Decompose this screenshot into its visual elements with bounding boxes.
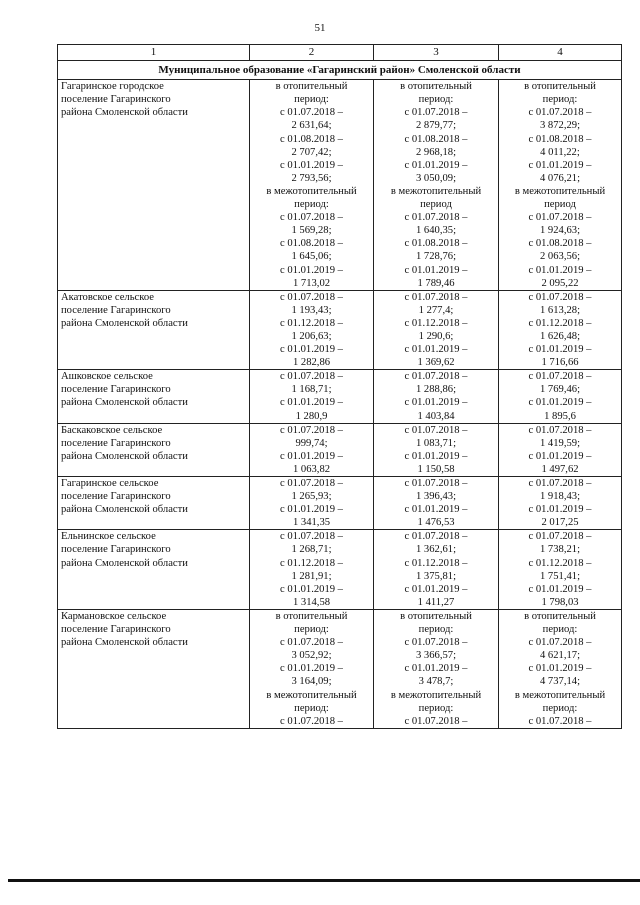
tariff-line: с 01.07.2018 – <box>528 478 592 489</box>
tariff-cell-col3 <box>374 477 499 530</box>
settlement-name-cell <box>58 609 250 728</box>
settlement-row <box>58 530 622 610</box>
tariff-line: 1 375,81; <box>415 570 457 582</box>
section-title: Муниципальное образование «Гагаринский район» Смоленской области <box>58 61 622 80</box>
tariff-line: с 01.08.2018 – <box>280 238 343 250</box>
tariff-line: период: <box>294 94 329 106</box>
tariff-line: 1 613,28; <box>539 304 581 316</box>
column-number-2: 2 <box>250 45 374 61</box>
tariff-line: 1 713,02 <box>292 277 331 289</box>
tariff-line: с 01.07.2018 – <box>528 715 592 727</box>
tariff-line: 1 497,62 <box>541 463 579 475</box>
tariff-line: с 01.01.2019 – <box>280 344 343 356</box>
tariff-line: в межотопительный <box>514 689 606 701</box>
tariff-line: в отопительный <box>524 81 596 93</box>
settlement-name-line: района Смоленской области <box>61 637 188 649</box>
tariff-cell-col2 <box>250 80 374 291</box>
tariff-cell-col2 <box>250 290 374 370</box>
tariff-line: с 01.01.2019 – <box>280 159 343 171</box>
tariff-line: с 01.07.2018 – <box>404 212 468 224</box>
tariff-line: период <box>544 199 576 211</box>
tariff-line: 1 277,4; <box>418 304 454 316</box>
settlement-name-line: Гагаринское сельское <box>61 478 159 489</box>
tariff-line: 1 206,63; <box>291 330 332 342</box>
tariff-line: 4 621,17; <box>539 650 581 662</box>
tariff-line: с 01.08.2018 – <box>528 238 592 250</box>
tariff-line: 2 968,18; <box>415 146 457 158</box>
tariff-line: с 01.07.2018 – <box>404 531 468 543</box>
settlement-name-cell <box>58 423 250 476</box>
settlement-name-line: Ашковское сельское <box>61 371 153 383</box>
tariff-line: 1 411,27 <box>417 596 455 608</box>
settlement-name-line: Кармановское сельское <box>61 610 167 622</box>
tariff-line: в отопительный <box>275 610 348 622</box>
tariff-cell-col2 <box>250 609 374 728</box>
tariff-line: с 01.07.2018 – <box>280 371 343 383</box>
tariff-line: 1 645,06; <box>291 251 332 263</box>
tariff-cell-col4 <box>499 477 622 530</box>
tariff-line: 1 168,71; <box>291 384 332 396</box>
tariff-line: с 01.07.2018 – <box>528 107 592 119</box>
tariff-line: в отопительный <box>400 81 472 93</box>
tariff-line: 4 737,14; <box>539 676 581 688</box>
tariff-line: с 01.07.2018 – <box>404 371 468 383</box>
column-number-row <box>58 45 622 61</box>
tariff-line: с 01.01.2019 – <box>528 583 592 595</box>
tariff-line: 2 095,22 <box>541 277 579 289</box>
bottom-rule <box>8 879 640 882</box>
tariff-line: 2 879,77; <box>415 120 457 132</box>
tariff-cell-col2 <box>250 477 374 530</box>
settlement-name-line: поселение Гагаринского <box>61 94 171 106</box>
tariff-line: 1 716,66 <box>541 357 579 369</box>
tariff-line: 1 290,6; <box>418 330 454 342</box>
column-number-4: 4 <box>499 45 622 61</box>
tariff-line: с 01.01.2019 – <box>404 159 468 171</box>
tariff-line: в отопительный <box>400 610 472 622</box>
tariff-line: с 01.12.2018 – <box>280 557 343 569</box>
settlement-name-cell <box>58 530 250 610</box>
settlement-name-line: Гагаринское городское <box>61 81 164 93</box>
tariff-cell-col2 <box>250 530 374 610</box>
settlement-name-line: поселение Гагаринского <box>61 437 171 449</box>
settlement-name-line: района Смоленской области <box>61 107 188 119</box>
tariff-line: 2 063,56; <box>539 251 581 263</box>
tariff-line: 1 640,35; <box>415 225 457 237</box>
tariff-line: с 01.07.2018 – <box>404 107 468 119</box>
tariff-line: с 01.07.2018 – <box>280 212 343 224</box>
tariff-line: 2 017,25 <box>541 517 579 529</box>
tariff-line: с 01.01.2019 – <box>280 663 343 675</box>
tariff-line: 1 798,03 <box>541 596 579 608</box>
tariff-line: с 01.01.2019 – <box>528 344 592 356</box>
tariff-line: с 01.01.2019 – <box>528 663 592 675</box>
tariff-line: период: <box>294 199 329 211</box>
tariff-line: 1 193,43; <box>291 304 332 316</box>
tariff-line: в межотопительный <box>514 185 606 197</box>
tariff-line: с 01.07.2018 – <box>528 212 592 224</box>
tariff-line: с 01.07.2018 – <box>528 291 592 303</box>
tariff-line: 1 419,59; <box>539 437 581 449</box>
tariff-line: с 01.01.2019 – <box>528 504 592 516</box>
tariff-line: период: <box>294 624 329 636</box>
tariff-line: 1 569,28; <box>291 225 332 237</box>
tariff-line: 1 265,93; <box>291 491 332 503</box>
tariff-line: с 01.01.2019 – <box>404 264 468 276</box>
settlement-row <box>58 477 622 530</box>
tariff-line: в межотопительный <box>390 185 482 197</box>
tariff-line: 1 769,46; <box>539 384 581 396</box>
tariff-line: в отопительный <box>275 81 348 93</box>
tariff-cell-col3 <box>374 80 499 291</box>
tariff-line: период: <box>542 624 578 636</box>
tariff-line: 2 793,56; <box>291 172 332 184</box>
tariff-line: с 01.07.2018 – <box>280 478 343 489</box>
settlement-row <box>58 423 622 476</box>
tariff-line: с 01.07.2018 – <box>280 291 343 303</box>
column-number-3: 3 <box>374 45 499 61</box>
tariff-cell-col4 <box>499 530 622 610</box>
tariff-line: с 01.07.2018 – <box>404 715 468 727</box>
settlement-name-line: Баскаковское сельское <box>61 424 163 436</box>
tariff-line: с 01.08.2018 – <box>280 133 343 145</box>
settlement-name-cell <box>58 477 250 530</box>
settlement-name-cell <box>58 80 250 291</box>
tariff-line: 3 052,92; <box>291 650 332 662</box>
tariff-line: 1 362,61; <box>415 544 457 556</box>
tariff-line: 2 707,42; <box>291 146 332 158</box>
tariff-line: 1 281,91; <box>291 570 332 582</box>
tariff-line: с 01.12.2018 – <box>528 317 592 329</box>
tariff-line: с 01.07.2018 – <box>280 531 343 543</box>
tariff-cell-col3 <box>374 530 499 610</box>
tariff-line: 1 083,71; <box>415 437 457 449</box>
tariff-table <box>57 44 622 729</box>
tariff-cell-col4 <box>499 609 622 728</box>
tariff-line: с 01.01.2019 – <box>528 159 592 171</box>
tariff-line: период: <box>542 94 578 106</box>
tariff-cell-col3 <box>374 290 499 370</box>
tariff-cell-col2 <box>250 423 374 476</box>
tariff-line: 1 268,71; <box>291 544 332 556</box>
settlement-name-line: поселение Гагаринского <box>61 491 171 503</box>
tariff-line: 1 288,86; <box>415 384 457 396</box>
tariff-line: 4 076,21; <box>539 172 581 184</box>
tariff-line: с 01.01.2019 – <box>404 663 468 675</box>
tariff-line: с 01.07.2018 – <box>404 478 468 489</box>
tariff-line: с 01.01.2019 – <box>280 264 343 276</box>
settlement-name-cell <box>58 370 250 423</box>
tariff-line: с 01.01.2019 – <box>280 397 343 409</box>
tariff-line: с 01.01.2019 – <box>528 264 592 276</box>
tariff-line: с 01.07.2018 – <box>404 637 468 649</box>
tariff-line: с 01.07.2018 – <box>528 531 592 543</box>
page-number: 51 <box>314 22 326 34</box>
settlement-name-line: Акатовское сельское <box>61 291 154 303</box>
settlement-name-line: района Смоленской области <box>61 450 188 462</box>
tariff-line: с 01.08.2018 – <box>528 133 592 145</box>
tariff-line: с 01.12.2018 – <box>404 317 468 329</box>
tariff-line: 1 751,41; <box>539 570 581 582</box>
tariff-line: 1 895,6 <box>544 410 576 422</box>
tariff-line: с 01.01.2019 – <box>280 450 343 462</box>
settlement-name-line: района Смоленской области <box>61 317 188 329</box>
column-number-1: 1 <box>58 45 250 61</box>
tariff-line: период: <box>294 702 329 714</box>
tariff-line: 3 164,09; <box>291 676 332 688</box>
tariff-line: 3 366,57; <box>415 650 457 662</box>
tariff-line: 1 403,84 <box>417 410 455 422</box>
tariff-line: с 01.07.2018 – <box>528 424 592 436</box>
tariff-line: 1 738,21; <box>539 544 581 556</box>
tariff-cell-col4 <box>499 290 622 370</box>
settlement-name-line: района Смоленской области <box>61 557 188 569</box>
settlement-name-cell <box>58 290 250 370</box>
tariff-line: 1 282,86 <box>292 357 331 369</box>
tariff-line: 3 050,09; <box>415 172 457 184</box>
tariff-line: с 01.07.2018 – <box>280 424 343 436</box>
tariff-line: в межотопительный <box>390 689 482 701</box>
tariff-line: с 01.08.2018 – <box>404 133 468 145</box>
tariff-line: с 01.07.2018 – <box>528 371 592 383</box>
tariff-line: 1 396,43; <box>415 491 457 503</box>
tariff-line: 999,74; <box>295 437 328 449</box>
tariff-line: с 01.12.2018 – <box>280 317 343 329</box>
tariff-cell-col4 <box>499 80 622 291</box>
tariff-line: период: <box>418 702 454 714</box>
tariff-line: с 01.07.2018 – <box>528 637 592 649</box>
tariff-line: 1 341,35 <box>292 517 331 529</box>
tariff-line: 1 369,62 <box>417 357 455 369</box>
tariff-line: 1 063,82 <box>292 463 331 475</box>
settlement-row <box>58 370 622 423</box>
tariff-line: с 01.01.2019 – <box>404 504 468 516</box>
tariff-line: с 01.01.2019 – <box>404 344 468 356</box>
settlement-row <box>58 290 622 370</box>
settlement-name-line: поселение Гагаринского <box>61 384 171 396</box>
tariff-line: 1 280,9 <box>295 410 328 422</box>
tariff-line: с 01.12.2018 – <box>404 557 468 569</box>
tariff-line: с 01.01.2019 – <box>280 583 343 595</box>
tariff-line: с 01.07.2018 – <box>280 637 343 649</box>
tariff-line: 1 728,76; <box>415 251 457 263</box>
tariff-line: с 01.07.2018 – <box>404 424 468 436</box>
settlement-name-line: поселение Гагаринского <box>61 624 171 636</box>
tariff-cell-col3 <box>374 423 499 476</box>
tariff-line: с 01.01.2019 – <box>528 450 592 462</box>
tariff-line: 1 626,48; <box>539 330 581 342</box>
tariff-line: 1 918,43; <box>539 491 581 503</box>
tariff-line: период: <box>418 624 454 636</box>
tariff-line: 3 872,29; <box>539 120 581 132</box>
tariff-line: 1 150,58 <box>417 463 455 475</box>
tariff-line: период: <box>418 94 454 106</box>
section-row <box>58 61 622 80</box>
tariff-line: с 01.12.2018 – <box>528 557 592 569</box>
tariff-line: с 01.07.2018 – <box>280 715 343 727</box>
tariff-line: с 01.01.2019 – <box>280 504 343 516</box>
settlement-name-line: Ельнинское сельское <box>61 531 156 543</box>
tariff-line: 1 924,63; <box>539 225 581 237</box>
tariff-cell-col4 <box>499 423 622 476</box>
tariff-line: 1 476,53 <box>417 517 455 529</box>
settlement-row <box>58 80 622 291</box>
tariff-cell-col3 <box>374 609 499 728</box>
tariff-line: 4 011,22; <box>540 146 580 158</box>
tariff-line: с 01.08.2018 – <box>404 238 468 250</box>
tariff-line: в межотопительный <box>266 689 357 701</box>
tariff-line: период <box>420 199 452 211</box>
settlement-name-line: поселение Гагаринского <box>61 544 171 556</box>
tariff-line: с 01.01.2019 – <box>404 450 468 462</box>
settlement-row <box>58 609 622 728</box>
tariff-line: с 01.07.2018 – <box>404 291 468 303</box>
tariff-line: в отопительный <box>524 610 596 622</box>
tariff-line: в межотопительный <box>266 185 357 197</box>
tariff-line: период: <box>542 702 578 714</box>
tariff-cell-col2 <box>250 370 374 423</box>
tariff-cell-col4 <box>499 370 622 423</box>
tariff-line: 2 631,64; <box>291 120 332 132</box>
tariff-line: с 01.01.2019 – <box>404 583 468 595</box>
tariff-cell-col3 <box>374 370 499 423</box>
tariff-line: с 01.01.2019 – <box>404 397 468 409</box>
tariff-line: 1 789,46 <box>417 277 455 289</box>
tariff-line: с 01.07.2018 – <box>280 107 343 119</box>
settlement-name-line: района Смоленской области <box>61 397 188 409</box>
settlement-name-line: поселение Гагаринского <box>61 304 171 316</box>
settlement-name-line: района Смоленской области <box>61 504 188 516</box>
tariff-line: 3 478,7; <box>418 676 454 688</box>
tariff-line: 1 314,58 <box>292 596 331 608</box>
tariff-line: с 01.01.2019 – <box>528 397 592 409</box>
